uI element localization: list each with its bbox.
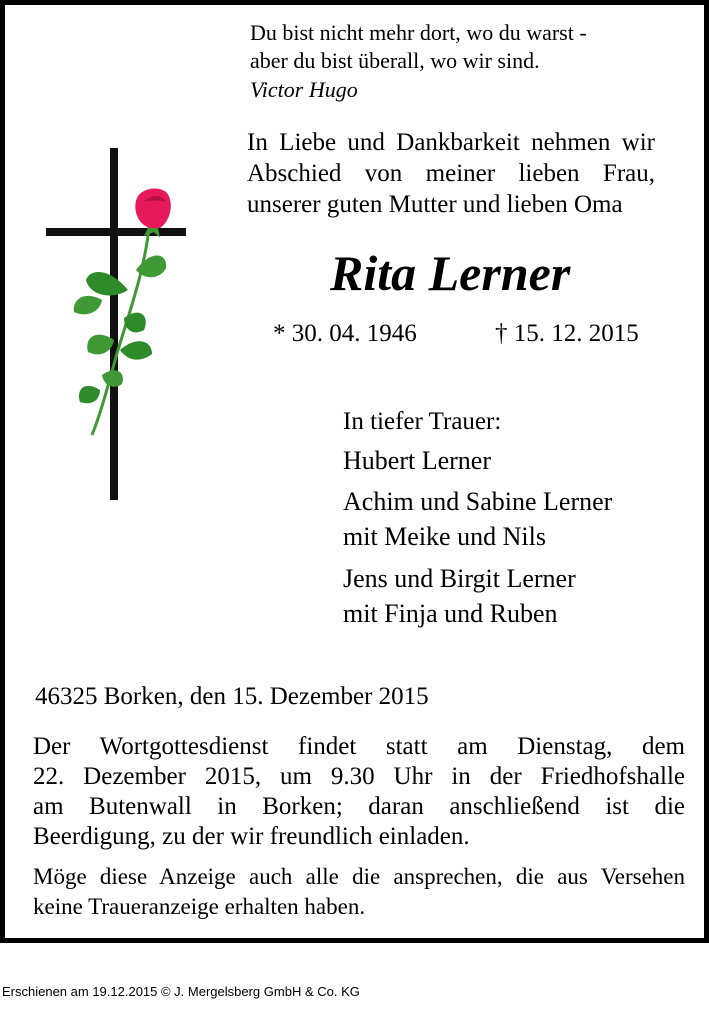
death-date: † 15. 12. 2015 <box>495 320 639 347</box>
intro-line-1: In Liebe und Dankbarkeit nehmen wir <box>247 129 655 156</box>
intro-line-3: unserer guten Mutter und lieben Oma <box>247 191 623 218</box>
mourner-line-3: mit Meike und Nils <box>343 522 546 551</box>
mourner-line-2: Achim und Sabine Lerner <box>343 487 613 516</box>
intro-text <box>247 127 655 220</box>
mourner-line-5: mit Finja und Ruben <box>343 599 558 628</box>
note-line-1: Möge diese Anzeige auch alle die ansprechen, die aus Versehen <box>33 864 685 889</box>
quote-line-2: aber du bist überall, wo wir sind. <box>250 48 540 73</box>
mourners-heading: In tiefer Trauer: <box>343 408 502 435</box>
service-line-4: Beerdigung, zu der wir freundlich einladen. <box>33 823 470 850</box>
service-line-1: Der Wortgottesdienst findet statt am Dienstag, dem <box>33 733 685 760</box>
service-line-2: 22. Dezember 2015, um 9.30 Uhr in der Friedhofshalle <box>33 763 685 790</box>
place-date: 46325 Borken, den 15. Dezember 2015 <box>35 683 429 710</box>
note-line-2: keine Traueranzeige erhalten haben. <box>33 894 366 919</box>
publication-footer: Erschienen am 19.12.2015 © J. Mergelsberg GmbH & Co. KG <box>2 984 360 999</box>
intro-line-2: Abschied von meiner lieben Frau, <box>247 160 655 187</box>
deceased-name: Rita Lerner <box>330 245 571 301</box>
quote-line-1: Du bist nicht mehr dort, wo du warst - <box>250 20 587 45</box>
mourner-line-1: Hubert Lerner <box>343 446 491 475</box>
birth-date: * 30. 04. 1946 <box>273 320 417 347</box>
mourner-line-4: Jens und Birgit Lerner <box>343 564 576 593</box>
quote-author: Victor Hugo <box>250 77 358 102</box>
service-line-3: am Butenwall in Borken; daran anschließend ist die <box>33 793 685 820</box>
cross-with-rose-icon <box>40 140 200 505</box>
